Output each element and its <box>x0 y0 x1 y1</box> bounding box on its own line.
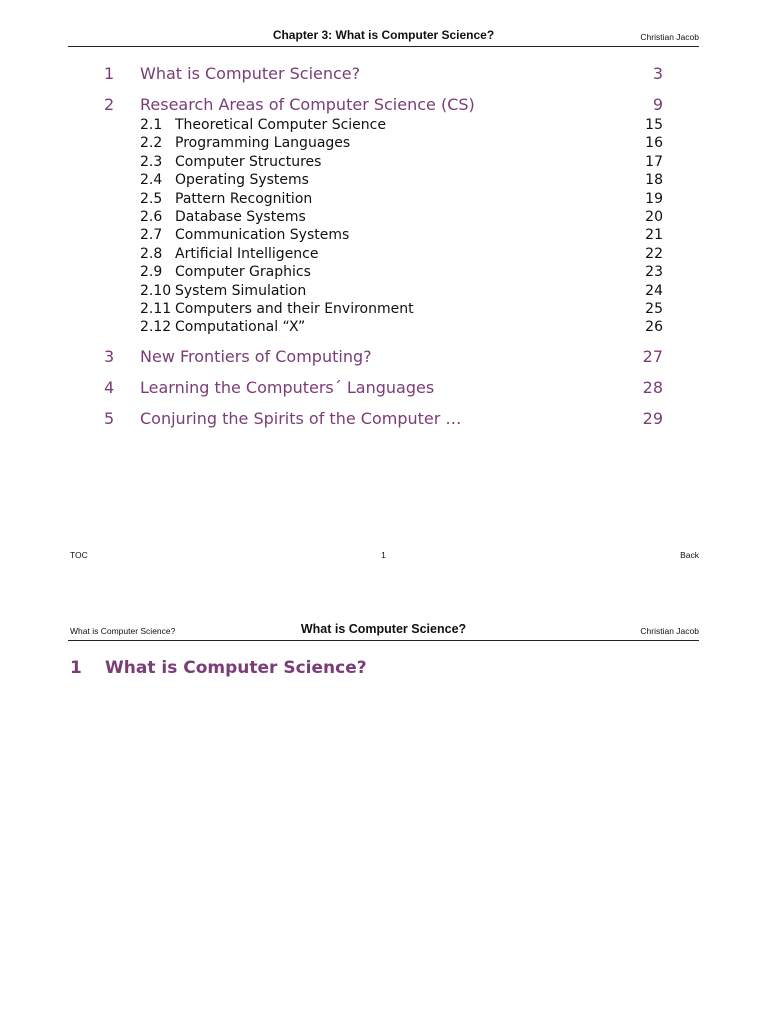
toc-chapter-entry[interactable] <box>0 407 768 431</box>
toc-section-entry[interactable] <box>0 319 768 337</box>
page-number: 1 <box>381 550 386 560</box>
toc-chapter-title[interactable]: Research Areas of Computer Science (CS) <box>140 95 475 114</box>
toc-section-page: 23 <box>645 264 663 281</box>
toc-section-title[interactable]: Pattern Recognition <box>175 190 313 207</box>
toc-section-title[interactable]: Operating Systems <box>175 172 309 189</box>
toc-section-page: 20 <box>645 208 663 225</box>
toc-section-number: 2.11 <box>140 300 172 317</box>
toc-chapter-entry[interactable] <box>0 93 768 117</box>
toc-section-page: 25 <box>645 300 663 317</box>
toc-section-page: 24 <box>645 282 663 299</box>
toc-section-entry[interactable] <box>0 154 768 172</box>
toc-chapter-title[interactable]: What is Computer Science? <box>140 64 361 83</box>
toc-section-title[interactable]: Computers and their Environment <box>175 300 414 317</box>
table-of-contents <box>0 62 768 438</box>
toc-section-title[interactable]: Database Systems <box>175 208 306 225</box>
toc-section-page: 21 <box>645 227 663 244</box>
section-heading-title: What is Computer Science? <box>105 658 367 678</box>
toc-section-page: 22 <box>645 245 663 262</box>
toc-chapter-page: 9 <box>652 95 663 114</box>
toc-link[interactable]: TOC <box>70 550 88 560</box>
toc-section-number: 2.10 <box>140 282 172 299</box>
toc-section-entry[interactable] <box>0 301 768 319</box>
toc-section-number: 2.6 <box>140 208 163 225</box>
toc-section-title[interactable]: Communication Systems <box>175 227 350 244</box>
toc-section-entry[interactable] <box>0 227 768 245</box>
toc-spacer <box>0 338 768 345</box>
toc-chapter-number: 2 <box>104 95 115 114</box>
section-page <box>0 610 768 1024</box>
toc-section-page: 26 <box>645 319 663 336</box>
toc-section-title[interactable]: System Simulation <box>175 282 307 299</box>
toc-section-page: 19 <box>645 190 663 207</box>
toc-section-title[interactable]: Computer Structures <box>175 153 322 170</box>
toc-section-title[interactable]: Artificial Intelligence <box>175 245 319 262</box>
toc-section-title[interactable]: Computer Graphics <box>175 264 311 281</box>
toc-chapter-entry[interactable] <box>0 62 768 86</box>
toc-section-title[interactable]: Theoretical Computer Science <box>175 117 386 133</box>
toc-section-number: 2.8 <box>140 245 163 262</box>
toc-section-entry[interactable] <box>0 264 768 282</box>
toc-section-number: 2.12 <box>140 319 172 336</box>
section-header-title: What is Computer Science? <box>300 622 467 636</box>
toc-section-page: 16 <box>645 135 663 152</box>
toc-section-page: 17 <box>645 153 663 170</box>
toc-section-entry[interactable] <box>0 246 768 264</box>
page-footer <box>68 548 699 564</box>
back-link[interactable]: Back <box>680 550 699 560</box>
toc-chapter-title[interactable]: Learning the Computers´ Languages <box>140 377 435 397</box>
toc-section-entry[interactable] <box>0 191 768 209</box>
toc-section-number: 2.7 <box>140 227 163 244</box>
section-breadcrumb: What is Computer Science? <box>70 626 176 636</box>
toc-section-number: 2.2 <box>140 135 163 152</box>
toc-section-number: 2.3 <box>140 153 163 170</box>
section-heading-number: 1 <box>70 658 82 678</box>
toc-section-number: 2.4 <box>140 172 163 189</box>
page-header <box>68 14 699 47</box>
toc-section-entry[interactable] <box>0 172 768 190</box>
toc-chapter-number: 1 <box>104 64 115 83</box>
toc-chapter-page: 29 <box>642 408 663 428</box>
toc-chapter-page: 3 <box>652 64 663 83</box>
toc-section-title[interactable]: Programming Languages <box>175 135 351 152</box>
toc-section-entry[interactable] <box>0 135 768 153</box>
author-name: Christian Jacob <box>640 626 699 636</box>
toc-chapter-number: 5 <box>104 408 115 428</box>
author-name: Christian Jacob <box>640 32 699 42</box>
toc-section-entry[interactable] <box>0 283 768 301</box>
toc-chapter-number: 3 <box>104 346 115 366</box>
toc-section-number: 2.1 <box>140 117 163 133</box>
toc-section-entry[interactable] <box>0 117 768 135</box>
toc-section-entry[interactable] <box>0 209 768 227</box>
toc-chapter-page: 27 <box>642 346 663 366</box>
toc-chapter-page: 28 <box>642 377 663 397</box>
toc-chapter-number: 4 <box>104 377 115 397</box>
toc-section-title[interactable]: Computational “X” <box>175 319 306 336</box>
toc-chapter-title[interactable]: Conjuring the Spirits of the Computer … <box>140 408 462 428</box>
toc-section-page: 18 <box>645 172 663 189</box>
toc-chapter-entry[interactable] <box>0 376 768 400</box>
toc-section-page: 15 <box>645 117 663 133</box>
page-header <box>68 610 699 641</box>
toc-section-number: 2.5 <box>140 190 163 207</box>
toc-chapter-title[interactable]: New Frontiers of Computing? <box>140 346 372 366</box>
toc-section-number: 2.9 <box>140 264 163 281</box>
toc-chapter-entry[interactable] <box>0 345 768 369</box>
chapter-title: Chapter 3: What is Computer Science? <box>272 28 495 42</box>
